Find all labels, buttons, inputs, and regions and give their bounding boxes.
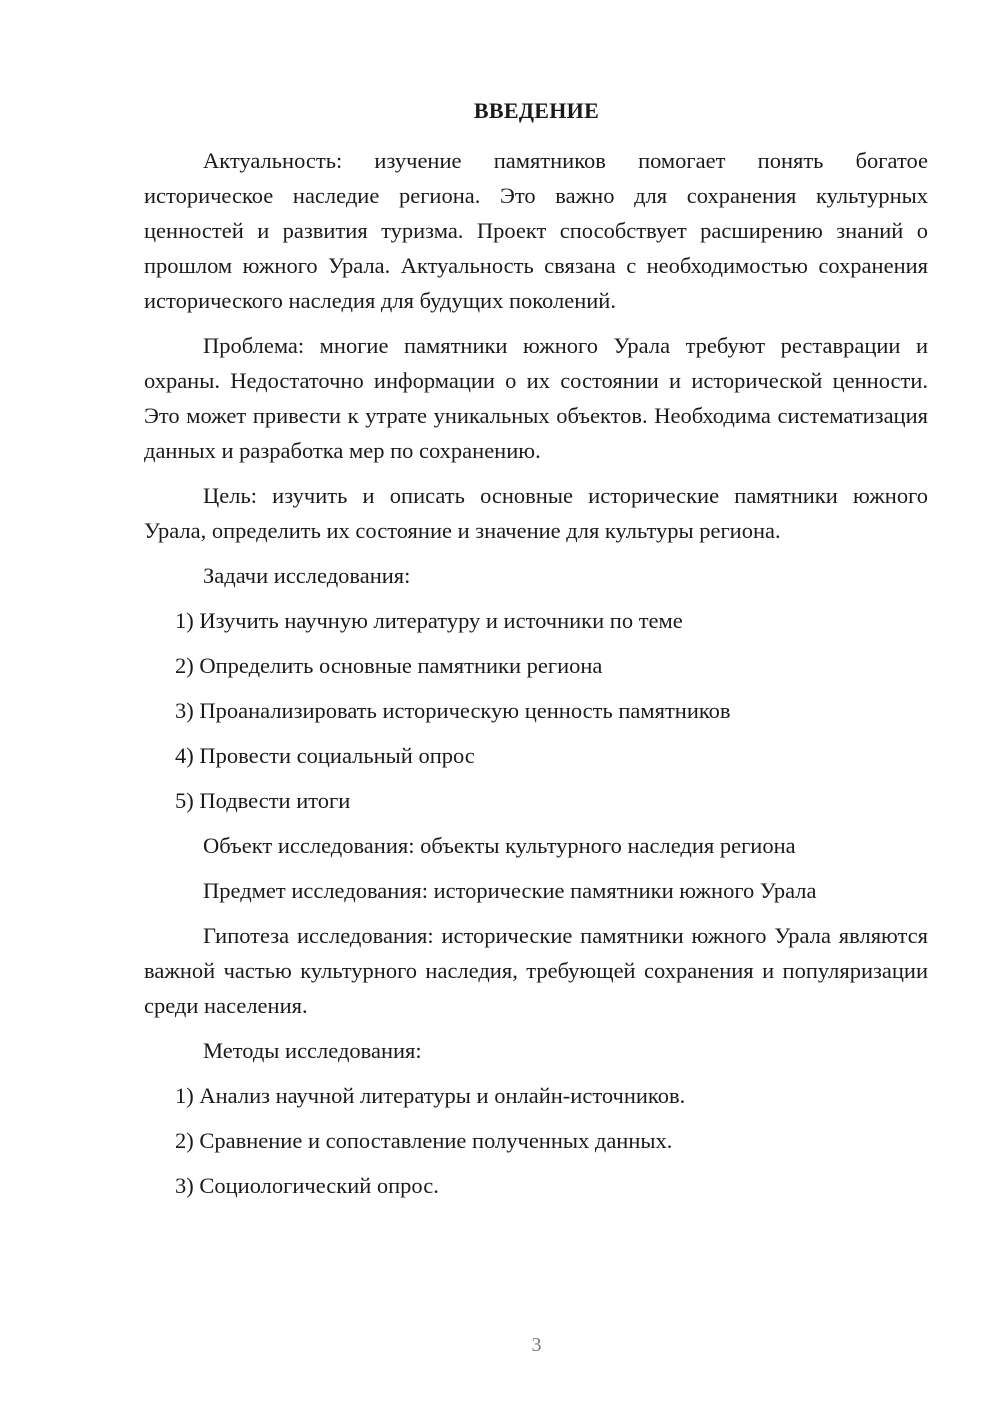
goal-paragraph: Цель: изучить и описать основные исторические памятники южного Урала, определить их состояние и значение для культуры региона. <box>144 483 928 543</box>
subject-paragraph: Предмет исследования: исторические памятники южного Урала <box>203 878 817 903</box>
method-item: 2) Сравнение и сопоставление полученных данных. <box>175 1128 673 1153</box>
page-number: 3 <box>531 1334 542 1356</box>
task-item: 5) Подвести итоги <box>175 788 351 813</box>
task-item: 2) Определить основные памятники региона <box>175 653 603 678</box>
task-item: 4) Провести социальный опрос <box>175 743 475 768</box>
object-paragraph: Объект исследования: объекты культурного наследия региона <box>203 833 796 858</box>
method-item: 1) Анализ научной литературы и онлайн-источников. <box>175 1083 686 1108</box>
methods-heading: Методы исследования: <box>203 1038 422 1063</box>
tasks-heading: Задачи исследования: <box>203 563 411 588</box>
page-title: ВВЕДЕНИЕ <box>473 98 600 123</box>
task-item: 3) Проанализировать историческую ценность памятников <box>175 698 731 723</box>
problem-paragraph: Проблема: многие памятники южного Урала требуют реставрации и охраны. Недостаточно информации о их состоянии и исторической ценности. Это может привести к утрате уникальных объектов. Необходима систематизация данных и разработка мер по сохранению. <box>144 333 928 463</box>
task-item: 1) Изучить научную литературу и источники по теме <box>175 608 683 633</box>
hypothesis-paragraph: Гипотеза исследования: исторические памятники южного Урала являются важной частью культурного наследия, требующей сохранения и популяризации среди населения. <box>144 923 928 1018</box>
document-body <box>144 143 928 1213</box>
relevance-paragraph: Актуальность: изучение памятников помогает понять богатое историческое наследие региона. Это важно для сохранения культурных ценностей и развития туризма. Проект способствует расширению знаний о прошлом южного Урала. Актуальность связана с необходимостью сохранения исторического наследия для будущих поколений. <box>144 148 928 313</box>
method-item: 3) Социологический опрос. <box>175 1173 439 1198</box>
